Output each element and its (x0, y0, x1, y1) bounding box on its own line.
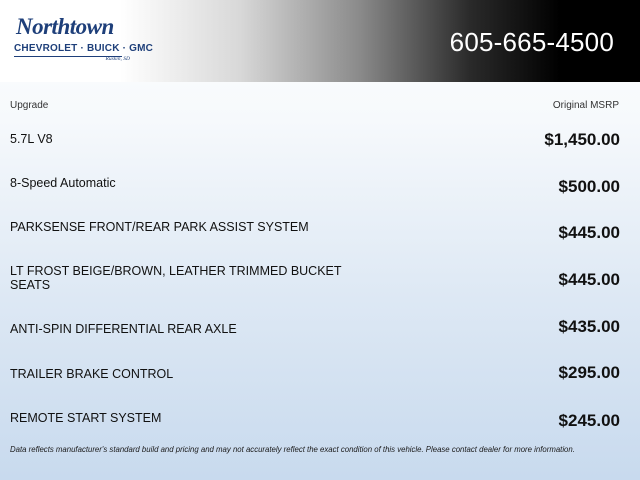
upgrade-price: $1,450.00 (544, 130, 620, 149)
upgrade-name: TRAILER BRAKE CONTROL (10, 367, 174, 381)
upgrade-price: $445.00 (558, 270, 620, 289)
dealer-phone: 605-665-4500 (449, 27, 614, 57)
column-header-upgrade: Upgrade (10, 100, 49, 111)
column-header-msrp: Original MSRP (552, 100, 619, 111)
upgrade-price: $445.00 (558, 223, 620, 242)
upgrade-price: $500.00 (558, 177, 620, 196)
disclaimer-text: Data reflects manufacturer's standard build and pricing and may not accurately reflect the exact condition of this vehicle. Please contact dealer for more information. (10, 445, 575, 454)
logo-brands: CHEVROLET · BUICK · GMC (14, 43, 154, 54)
dealer-logo (12, 14, 154, 66)
header-banner (0, 0, 640, 82)
logo-city: Ruskin, SD (105, 56, 130, 62)
upgrade-name: LT FROST BEIGE/BROWN, LEATHER TRIMMED BUCKET SEATS (10, 264, 342, 292)
upgrade-price: $295.00 (558, 363, 620, 382)
upgrade-name: REMOTE START SYSTEM (10, 411, 162, 425)
upgrade-name: PARKSENSE FRONT/REAR PARK ASSIST SYSTEM (10, 220, 309, 234)
upgrade-price: $435.00 (558, 317, 620, 336)
upgrade-name: ANTI-SPIN DIFFERENTIAL REAR AXLE (10, 322, 237, 336)
upgrade-name: 8-Speed Automatic (10, 176, 116, 190)
upgrade-name: 5.7L V8 (10, 132, 53, 146)
upgrade-price: $245.00 (558, 411, 620, 430)
logo-dealer-name: Northtown (16, 14, 114, 39)
